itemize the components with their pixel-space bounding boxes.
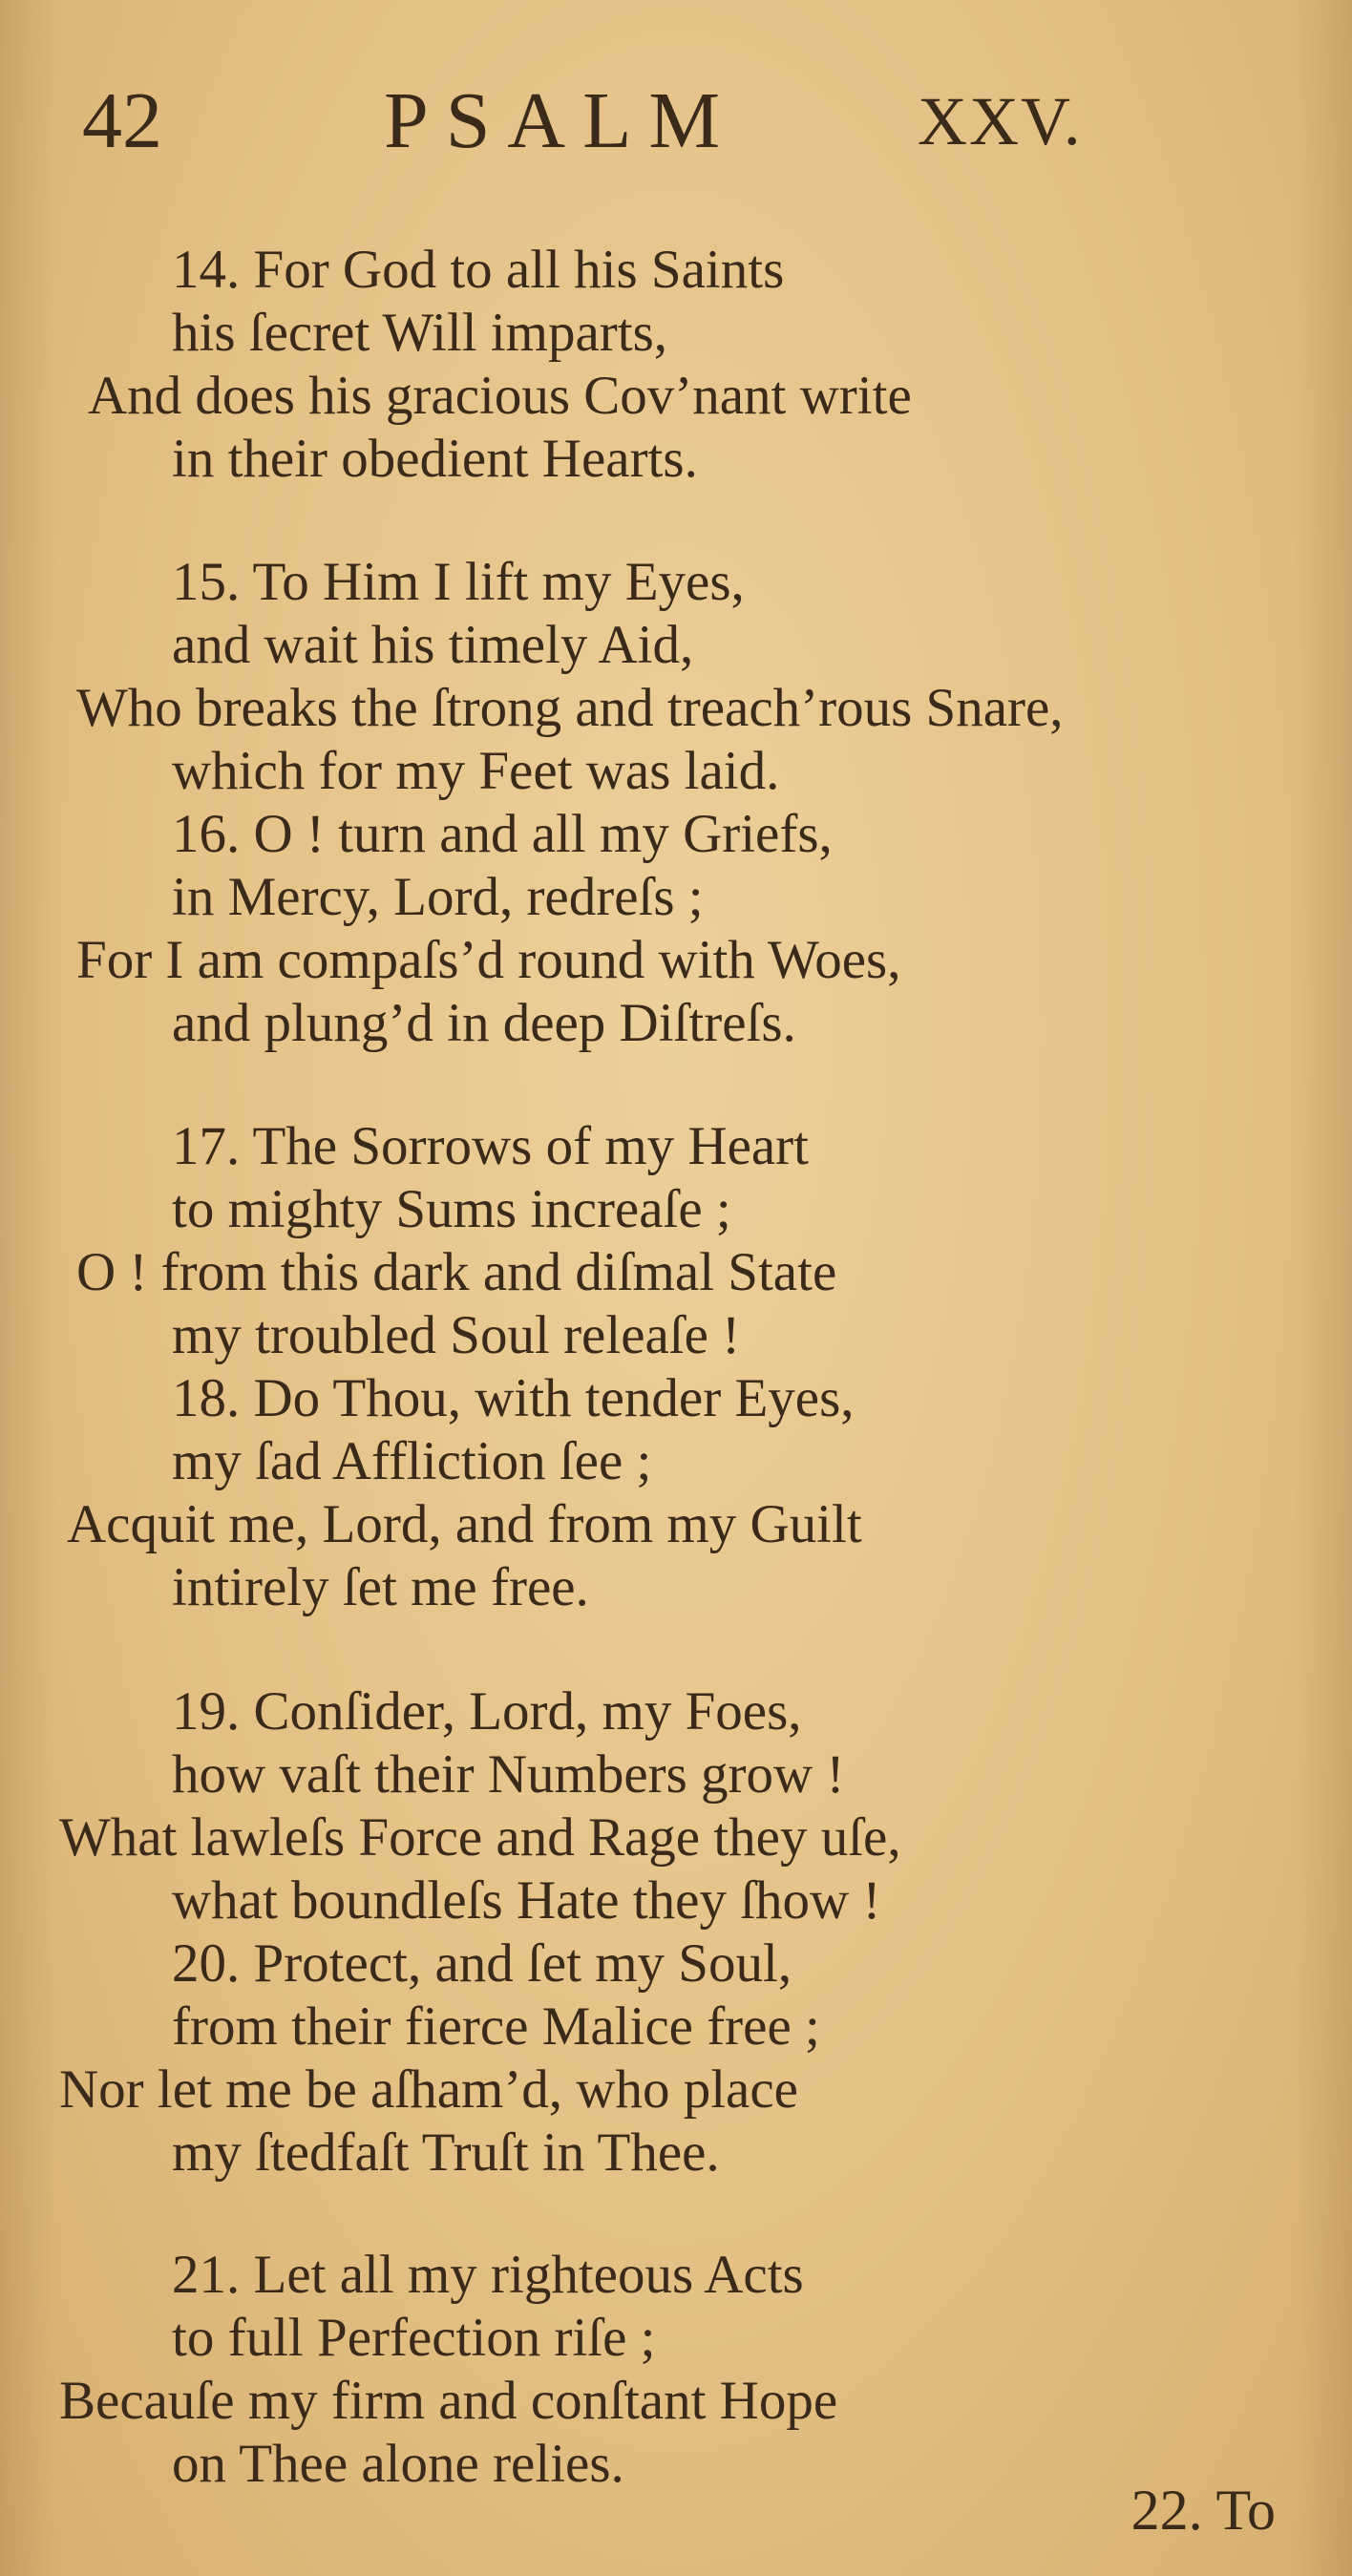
verse-line: in their obedient Hearts.: [172, 429, 698, 489]
verse-line: what boundleſs Hate they ſhow !: [172, 1870, 881, 1931]
verse-line: What lawleſs Force and Rage they uſe,: [59, 1807, 901, 1868]
verse-line: and wait his timely Aid,: [172, 615, 694, 675]
verse-line: 15. To Him I lift my Eyes,: [172, 552, 745, 612]
verse-line: in Mercy, Lord, redreſs ;: [172, 867, 704, 927]
verse-line: And does his gracious Cov’nant write: [88, 366, 912, 426]
verse-line: on Thee alone relies.: [172, 2434, 624, 2494]
running-title: PSALM: [384, 76, 738, 165]
psalm-number: XXV.: [918, 83, 1083, 159]
verse-line: from their fierce Malice free ;: [172, 1996, 820, 2057]
verse-line: and plung’d in deep Diſtreſs.: [172, 993, 796, 1053]
page-number: 42: [82, 76, 162, 165]
verse-line: my troubled Soul releaſe !: [172, 1305, 741, 1365]
verse-line: his ſecret Will imparts,: [172, 303, 668, 363]
verse-line: Who breaks the ſtrong and treach’rous Snare,: [76, 678, 1064, 738]
verse-line: 16. O ! turn and all my Griefs,: [172, 804, 833, 864]
verse-line: For I am compaſs’d round with Woes,: [76, 930, 901, 990]
verse-line: 17. The Sorrows of my Heart: [172, 1116, 809, 1176]
page-edge-shadow-right: [1295, 0, 1352, 2576]
verse-line: Acquit me, Lord, and from my Guilt: [67, 1494, 862, 1554]
verse-line: Becauſe my firm and conſtant Hope: [59, 2371, 838, 2431]
verse-line: intirely ſet me free.: [172, 1557, 589, 1617]
verse-line: which for my Feet was laid.: [172, 741, 780, 801]
verse-line: 21. Let all my righteous Acts: [172, 2245, 804, 2305]
verse-line: to full Perfection riſe ;: [172, 2308, 656, 2368]
verse-line: 19. Conſider, Lord, my Foes,: [172, 1681, 802, 1742]
verse-line: my ſad Affliction ſee ;: [172, 1431, 652, 1491]
verse-line: 18. Do Thou, with tender Eyes,: [172, 1368, 855, 1428]
verse-line: 14. For God to all his Saints: [172, 240, 785, 300]
verse-line: to mighty Sums increaſe ;: [172, 1179, 731, 1239]
page-edge-shadow-left: [0, 0, 57, 2576]
verse-line: my ſtedfaſt Truſt in Thee.: [172, 2122, 720, 2183]
verse-line: O ! from this dark and diſmal State: [76, 1242, 837, 1302]
catchword: 22. To: [1130, 2479, 1276, 2542]
page-header: [82, 76, 1083, 165]
verse-line: 20. Protect, and ſet my Soul,: [172, 1933, 792, 1994]
verse-line: how vaſt their Numbers grow !: [172, 1744, 845, 1805]
verse-line: Nor let me be aſham’d, who place: [59, 2059, 798, 2120]
